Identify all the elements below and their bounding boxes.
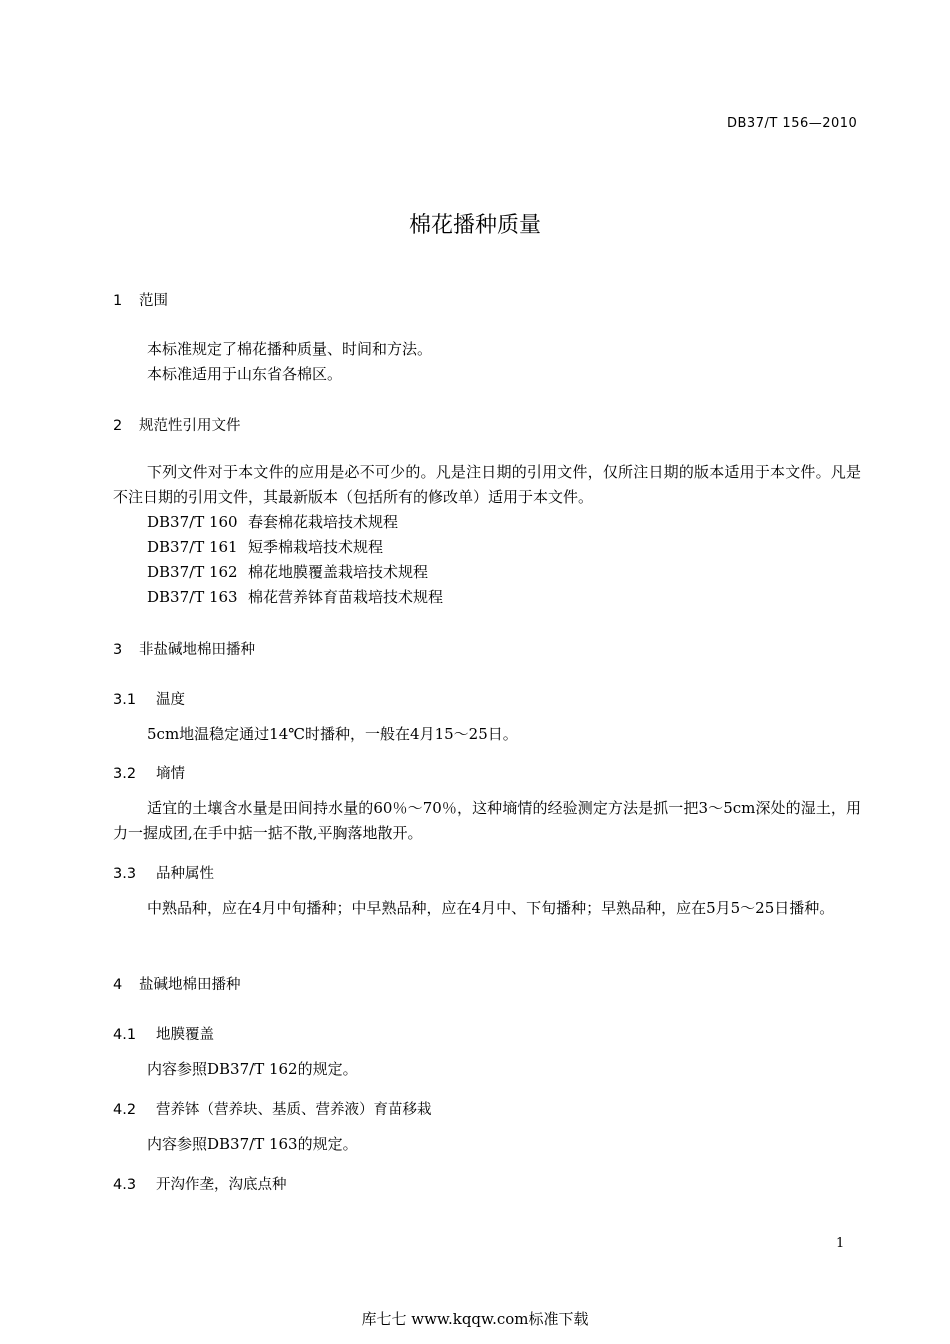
reference-item bbox=[147, 586, 443, 607]
reference-code: DB37/T 163 bbox=[147, 588, 238, 606]
scope-line-1: 本标准规定了棉花播种质量、时间和方法。 bbox=[147, 340, 433, 358]
reference-name: 春套棉花栽培技术规程 bbox=[248, 513, 399, 531]
section-3-heading bbox=[113, 638, 255, 659]
section-number: 3 bbox=[113, 642, 123, 658]
reference-name: 短季棉栽培技术规程 bbox=[248, 538, 384, 556]
subsection-3-2-heading bbox=[113, 762, 185, 783]
section-number: 1 bbox=[113, 293, 123, 309]
subsection-4-2-text: 内容参照DB37/T 163的规定。 bbox=[147, 1135, 358, 1153]
subsection-4-1-text: 内容参照DB37/T 162的规定。 bbox=[147, 1060, 358, 1078]
reference-code: DB37/T 160 bbox=[147, 513, 238, 531]
reference-item bbox=[147, 511, 398, 532]
section-4-heading bbox=[113, 973, 241, 994]
subsection-3-3-text: 中熟品种，应在4月中旬播种；中早熟品种，应在4月中、下旬播种；早熟品种，应在5月5～25日播种。 bbox=[147, 899, 835, 917]
section-title: 范围 bbox=[139, 293, 168, 309]
section-title: 盐碱地棉田播种 bbox=[139, 977, 241, 993]
subsection-number: 4.2 bbox=[113, 1102, 137, 1118]
document-code: DB37/T 156—2010 bbox=[727, 116, 858, 131]
subsection-3-2-text: 适宜的土壤含水量是田间持水量的60％～70％，这种墒情的经验测定方法是抓一把3～5cm深处的湿土，用力一握成团,在手中掂一掂不散,平胸落地散开。 bbox=[113, 799, 861, 842]
subsection-number: 4.1 bbox=[113, 1027, 137, 1043]
subsection-number: 3.1 bbox=[113, 692, 137, 708]
subsection-4-3-heading bbox=[113, 1173, 287, 1194]
reference-item bbox=[147, 536, 383, 557]
subsection-title: 营养钵（营养块、基质、营养液）育苗移栽 bbox=[156, 1102, 432, 1118]
subsection-number: 4.3 bbox=[113, 1177, 137, 1193]
subsection-title: 品种属性 bbox=[156, 866, 214, 882]
section-number: 4 bbox=[113, 977, 123, 993]
page-title: 棉花播种质量 bbox=[408, 213, 541, 238]
reference-name: 棉花地膜覆盖栽培技术规程 bbox=[248, 563, 429, 581]
subsection-4-1-heading bbox=[113, 1023, 214, 1044]
subsection-number: 3.2 bbox=[113, 766, 137, 782]
reference-name: 棉花营养钵育苗栽培技术规程 bbox=[248, 588, 444, 606]
reference-item bbox=[147, 561, 428, 582]
subsection-title: 墒情 bbox=[156, 766, 185, 782]
subsection-number: 3.3 bbox=[113, 866, 137, 882]
section-2-heading bbox=[113, 414, 241, 435]
subsection-3-3-heading bbox=[113, 862, 214, 883]
normative-references-paragraph: 下列文件对于本文件的应用是必不可少的。凡是注日期的引用文件，仅所注日期的版本适用于本文件。凡是不注日期的引用文件，其最新版本（包括所有的修改单）适用于本文件。 bbox=[113, 463, 861, 506]
section-number: 2 bbox=[113, 418, 123, 434]
subsection-title: 地膜覆盖 bbox=[156, 1027, 214, 1043]
subsection-3-1-heading bbox=[113, 688, 185, 709]
section-1-heading bbox=[113, 289, 168, 310]
subsection-title: 开沟作垄，沟底点种 bbox=[156, 1177, 287, 1193]
footer-watermark-text: 库七七 www.kqqw.com标准下载 bbox=[361, 1310, 589, 1328]
section-title: 非盐碱地棉田播种 bbox=[139, 642, 255, 658]
scope-line-2: 本标准适用于山东省各棉区。 bbox=[147, 365, 343, 383]
subsection-title: 温度 bbox=[156, 692, 185, 708]
reference-code: DB37/T 161 bbox=[147, 538, 238, 556]
section-title: 规范性引用文件 bbox=[139, 418, 241, 434]
reference-code: DB37/T 162 bbox=[147, 563, 238, 581]
page-number: 1 bbox=[836, 1236, 845, 1251]
subsection-3-1-text: 5cm地温稳定通过14℃时播种，一般在4月15～25日。 bbox=[147, 725, 518, 743]
subsection-4-2-heading bbox=[113, 1098, 432, 1119]
